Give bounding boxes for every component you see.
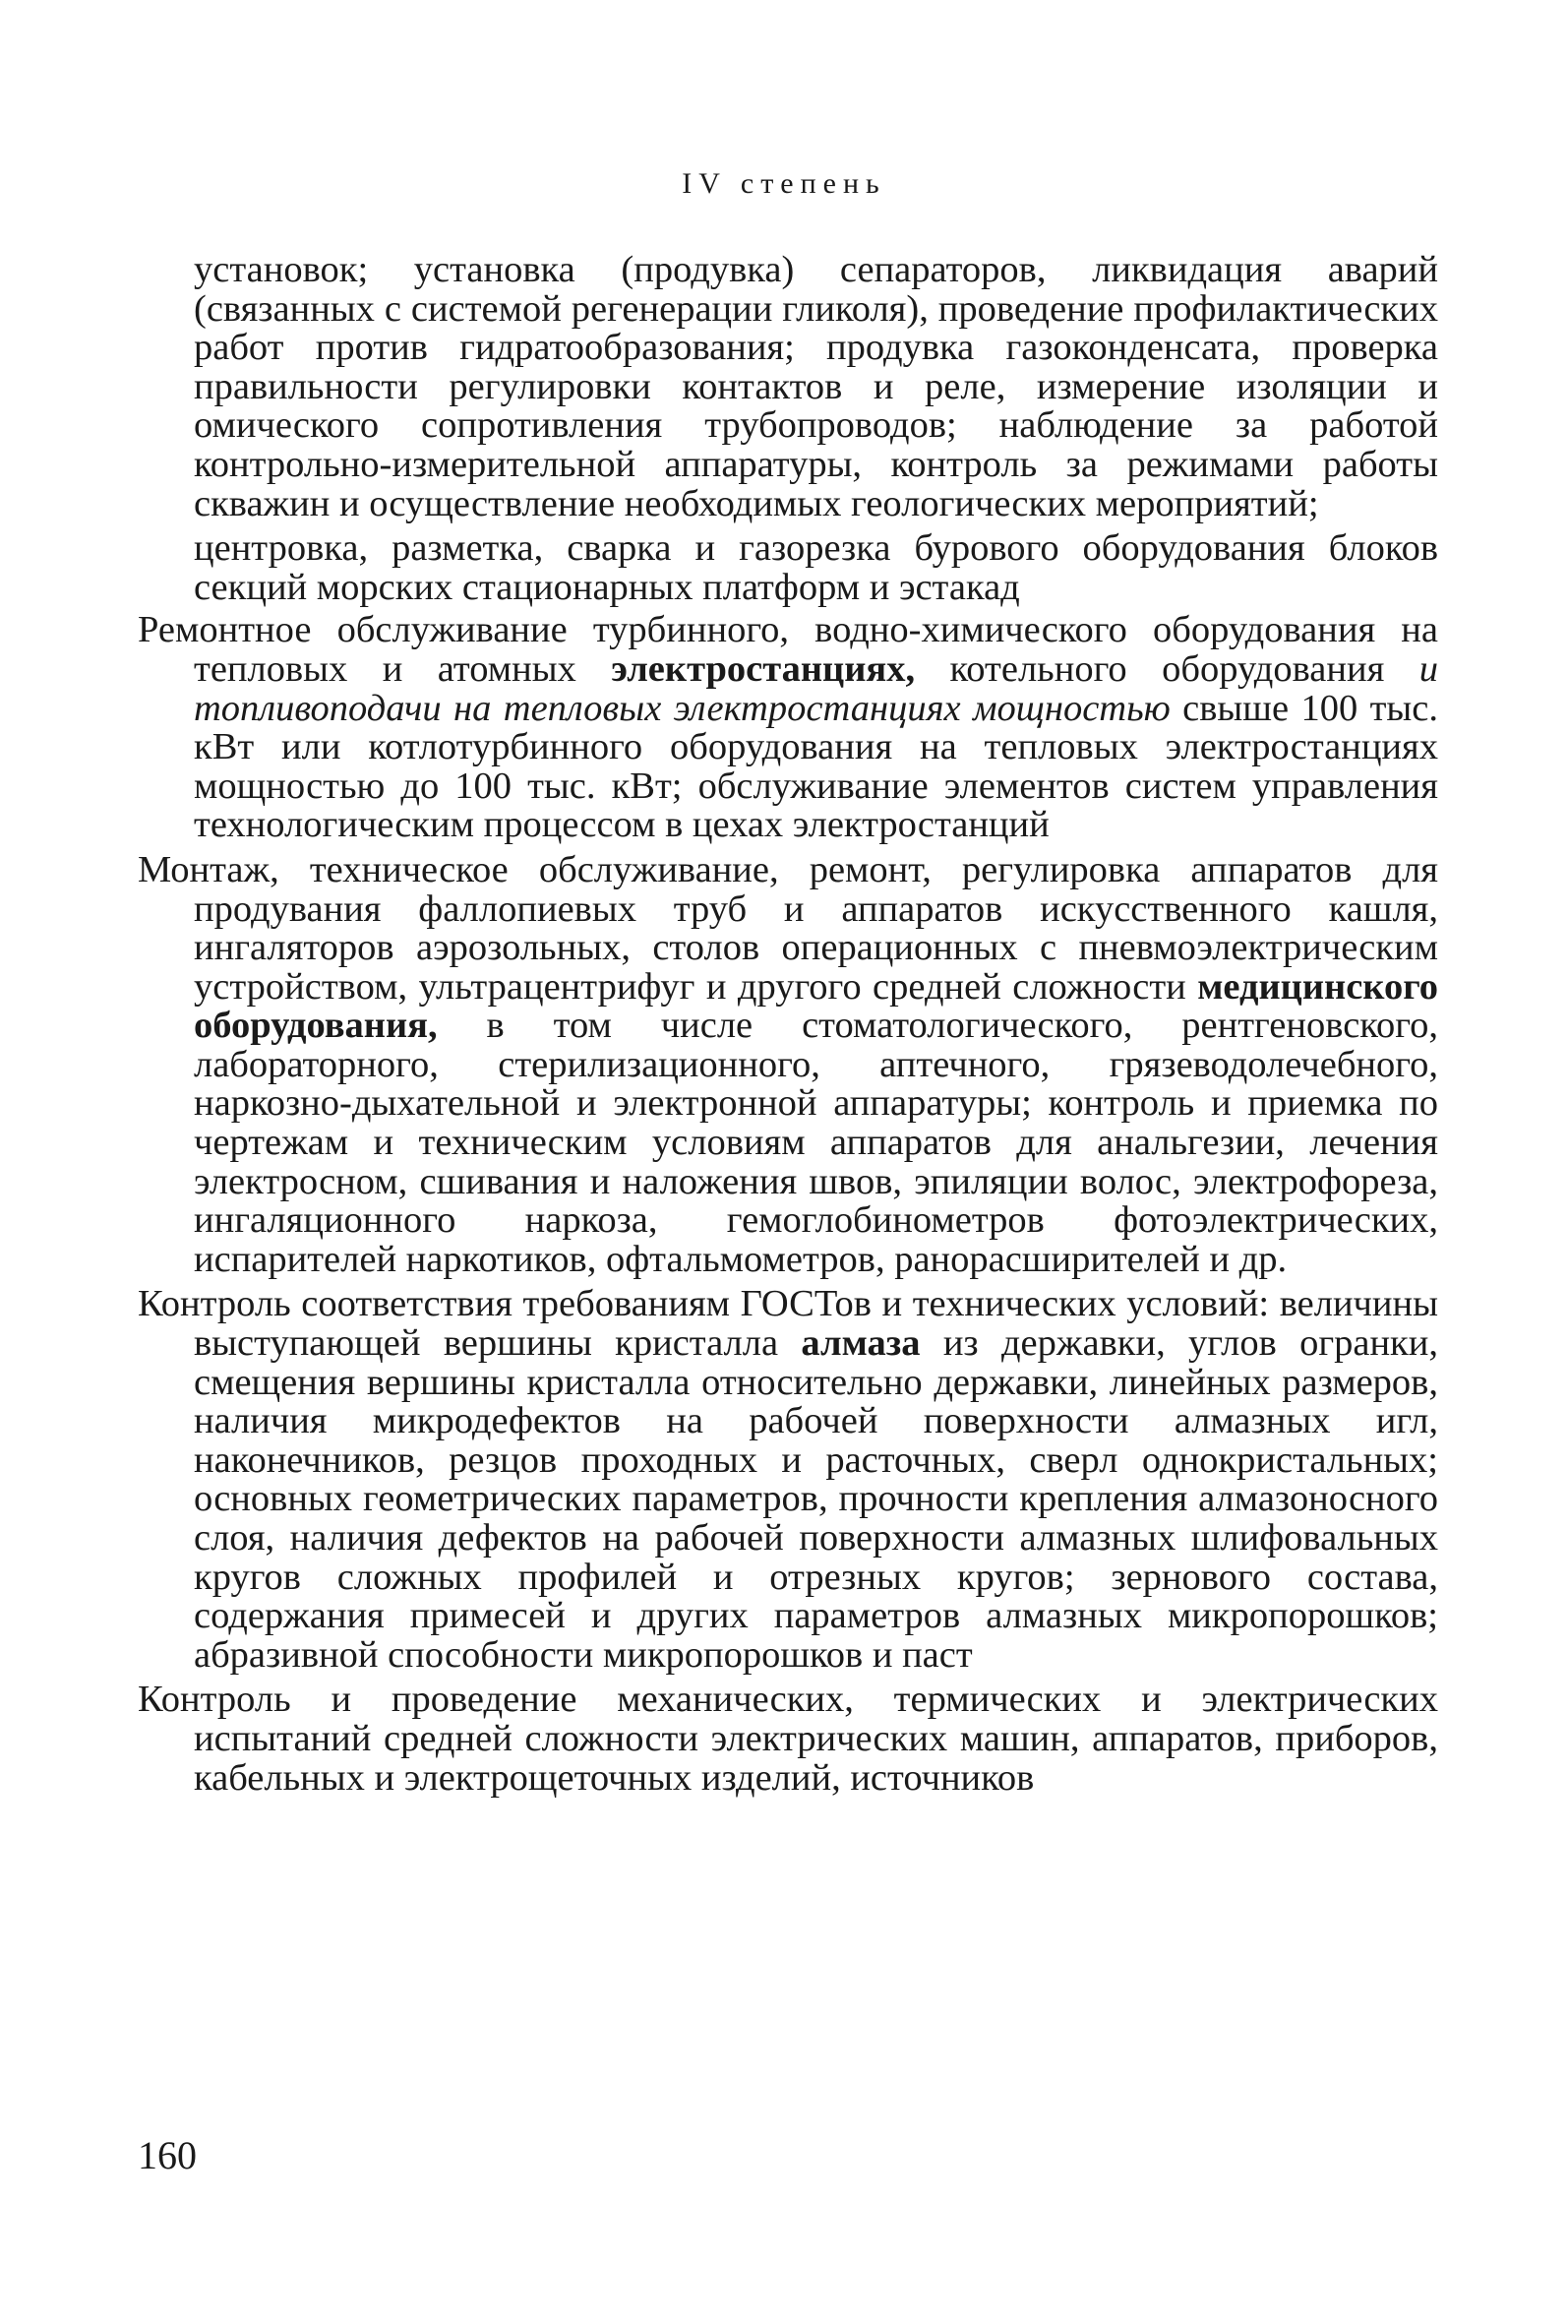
entry-text: котельного оборудования [915,647,1419,690]
entry-keyword: алмаза [801,1322,921,1365]
entry-text: центровка, разметка, сварка и газорезка бурового оборудования блоков секций морских стационарных платформ и эстакад [194,527,1438,608]
entry-text: Контроль соответствия требованиям ГОСТов и технических условий: величины выступающей вершины кристалла [138,1283,1438,1365]
entry-text: в том числе стоматологического, рентгеновского, лабораторного, стерилизационного, аптечного, грязеводолечебного, наркозно-дыхательной и электронной аппаратуры; контроль и приемка по чертежам и техническим условиям аппаратов для анальгезии, лечения электросном, сшивания и наложения швов, эпиляции волос, электрофореза, ингаляционного наркоза, гемоглобинометров фотоэлектрических, испарителей наркотиков, офтальмометров, ранорасширителей и др. [194,1005,1438,1280]
entry-text: Ремонтное обслуживание турбинного, водно-химического оборудования на тепловых и атомных [138,609,1438,690]
entry-text: Монтаж, техническое обслуживание, ремонт, регулировка аппаратов для продувания фаллопиевых труб и аппаратов искусственного кашля, ингаляторов аэрозольных, столов операционных с пневмоэлектрическим устройством, ультрацентрифуг и другого средней сложности [138,848,1438,1008]
entry-text: из державки, углов огранки, смещения вершины кристалла относительно державки, линейных размеров, наличия микродефектов на рабочей поверхности алмазных игл, наконечников, резцов проходных и расточных, сверл однокристальных; основных геометрических параметров, прочности крепления алмазоносного слоя, наличия дефектов на рабочей поверхности алмазных шлифовальных кругов сложных профилей и отрезных кругов; зернового состава, содержания примесей и других параметров алмазных микропорошков; абразивной способности микропорошков и паст [194,1322,1438,1676]
entry-diamond [138,1285,1438,1675]
entry-medical [138,848,1438,1280]
entry-testing [138,1681,1438,1798]
page-number: 160 [138,2133,197,2177]
entry-subclause [138,529,1438,607]
entry-text: Контроль и проведение механических, термических и электрических испытаний средней сложности электрических машин, аппаратов, приборов, кабельных и электрощеточных изделий, источников [138,1679,1438,1799]
running-head: IV степень [682,167,886,200]
entry-power-plants [138,611,1438,845]
entry-text: свыше 100 тыс. кВт или котлотурбинного оборудования на тепловых электростанциях мощностью до 100 тыс. кВт; обслуживание элементов систем управления технологическим процессом в цехах электростанций [194,687,1439,846]
entry-keyword: медицинского оборудования, [194,965,1438,1047]
entry-continuation [138,251,1438,523]
entry-italic-text: и топливоподачи на тепловых электростанциях мощностью [194,647,1438,729]
entry-keyword: электростанциях, [611,647,916,690]
entry-text: установок; установка (продувка) сепараторов, ликвидация аварий (связанных с системой регенерации гликоля), проведение профилактических работ против гидратообразования; продувка газоконденсата, проверка правильности регулировки контактов и реле, измерение изоляции и омического сопротивления трубопроводов; наблюдение за работой контрольно-измерительной аппаратуры, контроль за режимами работы скважин и осуществление необходимых геологических мероприятий; [194,249,1438,524]
body-text [138,251,1438,1804]
